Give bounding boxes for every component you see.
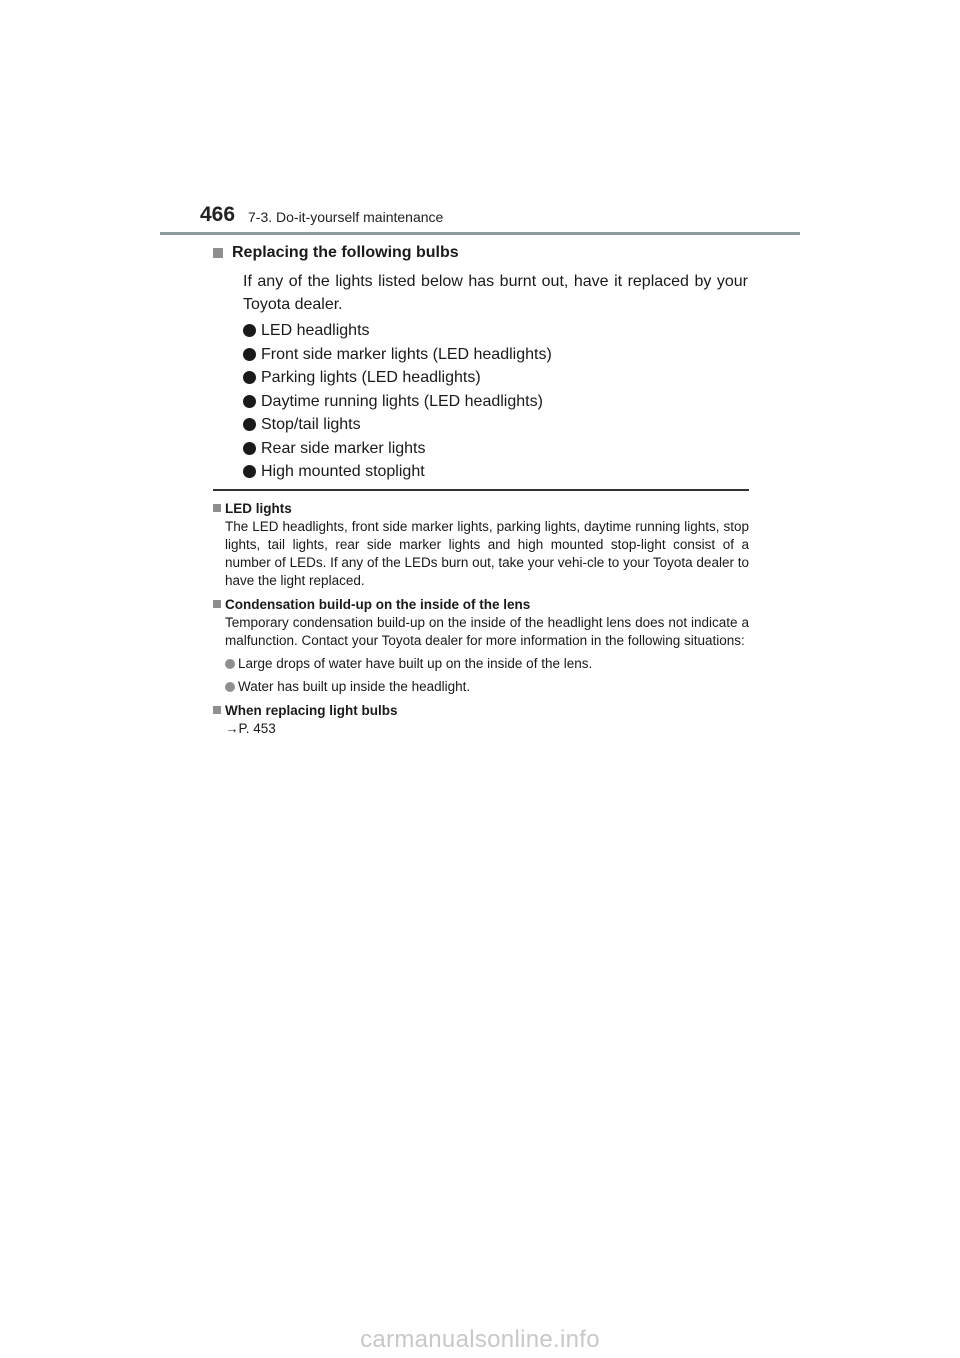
bullet-dot-icon [243,442,256,455]
list-item-text: Parking lights (LED headlights) [261,369,481,386]
square-bullet-icon [213,706,221,714]
watermark: carmanualsonline.info [360,1326,600,1353]
bullet-dot-icon [243,418,256,431]
note-heading-condensation [213,594,749,614]
bullet-dot-icon [243,324,256,337]
list-item-text: Daytime running lights (LED headlights) [261,392,543,410]
square-bullet-icon [213,248,223,258]
list-item [243,390,748,414]
list-item [225,677,749,696]
list-item-text: LED headlights [261,322,370,339]
section-title: 7-3. Do-it-yourself maintenance [248,209,444,225]
page-number: 466 [200,203,236,226]
note-heading-replacing [213,700,749,720]
notes-divider [213,489,749,491]
note-heading-text: Condensation build-up on the inside of the lens [225,596,531,612]
list-item-text: Rear side marker lights [261,439,426,457]
list-item [243,437,748,461]
list-item [225,654,749,673]
list-item [243,366,748,390]
note-paragraph-condensation: Temporary condensation build-up on the inside of the headlight lens does not indicate a malfunction. Contact your Toyota dealer for more information in the following situations: [225,615,749,648]
list-item [243,413,748,437]
note-paragraph-led: The LED headlights, front side marker lights, parking lights, daytime running lights, stop lights, tail lights, rear side marker lights and high mounted stop-light consist of a number of LEDs. If any of the LEDs burn out, take your vehi-cle to your Toyota dealer to have the light replaced. [225,519,749,588]
main-heading-text: Replacing the following bulbs [232,244,459,261]
list-item-text: Large drops of water have built up on the inside of the lens. [238,656,593,671]
bullet-dot-icon [243,395,256,408]
list-item [243,343,748,367]
list-item-text: High mounted stoplight [261,463,425,480]
bullet-dot-icon [243,371,256,384]
list-item [243,460,748,484]
main-heading [213,242,748,264]
list-item-text: Water has built up inside the headlight. [238,679,471,694]
main-paragraph: If any of the lights listed below has burnt out, have it replaced by your Toyota dealer. [243,273,748,313]
list-item-text: Stop/tail lights [261,416,361,433]
bullet-dot-icon [225,682,235,692]
header-rule [160,232,800,235]
square-bullet-icon [213,504,221,512]
main-content [213,242,748,484]
bullet-dot-icon [225,659,235,669]
bulb-list [243,319,748,484]
bullet-dot-icon [243,348,256,361]
square-bullet-icon [213,600,221,608]
note-heading-led [213,498,749,518]
notes-section [213,498,749,738]
list-item [243,319,748,343]
bullet-dot-icon [243,465,256,478]
note-heading-text: LED lights [225,500,292,516]
page-reference-link[interactable]: →P. 453 [225,721,276,736]
list-item-text: Front side marker lights (LED headlights) [261,345,552,363]
note-heading-text: When replacing light bulbs [225,702,398,718]
